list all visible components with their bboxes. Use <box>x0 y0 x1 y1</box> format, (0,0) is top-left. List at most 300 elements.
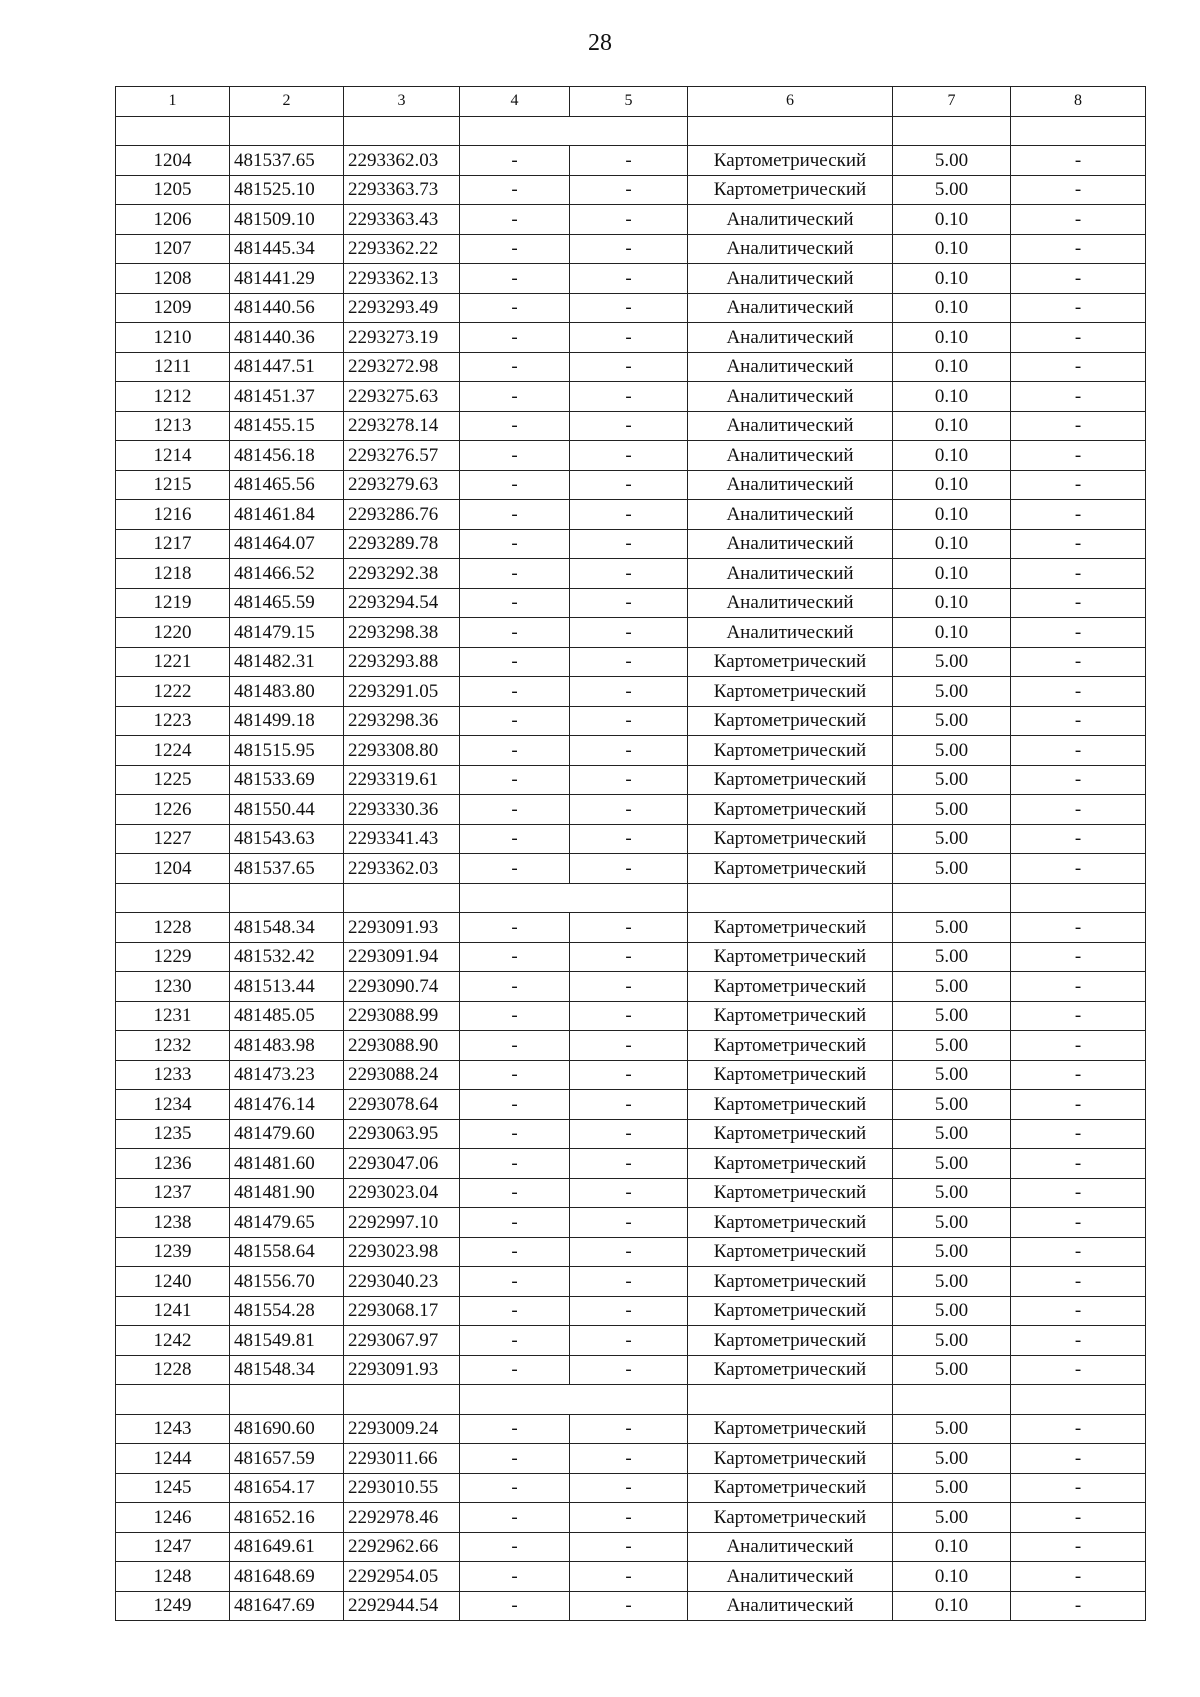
table-row <box>116 1031 1146 1061</box>
x-coordinate-cell: 481461.84 <box>230 500 344 530</box>
accuracy-cell: 0.10 <box>893 264 1011 294</box>
y-coordinate-cell: 2293308.80 <box>344 736 460 766</box>
y-coordinate-cell: 2293078.64 <box>344 1090 460 1120</box>
table-row <box>116 146 1146 176</box>
header-cell: 7 <box>893 87 1011 117</box>
col-4-cell: - <box>460 352 570 382</box>
header-cell: 8 <box>1011 87 1146 117</box>
col-4-cell: - <box>460 706 570 736</box>
table-row <box>116 677 1146 707</box>
col-4-cell: - <box>460 913 570 943</box>
col-5-cell: - <box>570 264 688 294</box>
y-coordinate-cell: 2293009.24 <box>344 1414 460 1444</box>
accuracy-cell: 5.00 <box>893 1296 1011 1326</box>
table-row <box>116 913 1146 943</box>
col-5-cell: - <box>570 1001 688 1031</box>
table-row <box>116 795 1146 825</box>
table-row <box>116 500 1146 530</box>
col-4-cell: - <box>460 1326 570 1356</box>
point-number-cell: 1212 <box>116 382 230 412</box>
col-4-cell: - <box>460 500 570 530</box>
col-4-cell: - <box>460 234 570 264</box>
x-coordinate-cell: 481447.51 <box>230 352 344 382</box>
x-coordinate-cell: 481533.69 <box>230 765 344 795</box>
col-4-cell: - <box>460 795 570 825</box>
table-row <box>116 942 1146 972</box>
header-cell: 2 <box>230 87 344 117</box>
col-8-cell: - <box>1011 1237 1146 1267</box>
col-5-cell: - <box>570 854 688 884</box>
method-cell: Аналитический <box>688 323 893 353</box>
x-coordinate-cell: 481483.98 <box>230 1031 344 1061</box>
accuracy-cell: 5.00 <box>893 765 1011 795</box>
accuracy-cell: 0.10 <box>893 500 1011 530</box>
point-number-cell: 1218 <box>116 559 230 589</box>
col-4-cell: - <box>460 175 570 205</box>
x-coordinate-cell: 481479.15 <box>230 618 344 648</box>
coordinates-table <box>115 86 1146 1621</box>
point-number-cell: 1248 <box>116 1562 230 1592</box>
col-8-cell: - <box>1011 1296 1146 1326</box>
col-8-cell: - <box>1011 1591 1146 1621</box>
col-4-cell: - <box>460 1532 570 1562</box>
x-coordinate-cell: 481649.61 <box>230 1532 344 1562</box>
col-4-cell: - <box>460 1296 570 1326</box>
x-coordinate-cell: 481654.17 <box>230 1473 344 1503</box>
y-coordinate-cell: 2293362.13 <box>344 264 460 294</box>
table-row <box>116 588 1146 618</box>
table-row <box>116 529 1146 559</box>
method-cell: Картометрический <box>688 1503 893 1533</box>
x-coordinate-cell: 481499.18 <box>230 706 344 736</box>
point-number-cell: 1209 <box>116 293 230 323</box>
accuracy-cell: 5.00 <box>893 854 1011 884</box>
y-coordinate-cell: 2292978.46 <box>344 1503 460 1533</box>
col-8-cell: - <box>1011 1001 1146 1031</box>
col-8-cell: - <box>1011 1503 1146 1533</box>
method-cell: Картометрический <box>688 1031 893 1061</box>
col-5-cell: - <box>570 1031 688 1061</box>
blank-cell <box>460 1385 688 1415</box>
point-number-cell: 1208 <box>116 264 230 294</box>
method-cell: Картометрический <box>688 1149 893 1179</box>
y-coordinate-cell: 2293363.73 <box>344 175 460 205</box>
col-5-cell: - <box>570 1296 688 1326</box>
col-5-cell: - <box>570 559 688 589</box>
blank-separator-row <box>116 883 1146 913</box>
y-coordinate-cell: 2293276.57 <box>344 441 460 471</box>
col-4-cell: - <box>460 1208 570 1238</box>
y-coordinate-cell: 2293023.98 <box>344 1237 460 1267</box>
col-8-cell: - <box>1011 824 1146 854</box>
y-coordinate-cell: 2293363.43 <box>344 205 460 235</box>
col-5-cell: - <box>570 1473 688 1503</box>
col-8-cell: - <box>1011 1355 1146 1385</box>
method-cell: Картометрический <box>688 1208 893 1238</box>
y-coordinate-cell: 2293091.93 <box>344 913 460 943</box>
accuracy-cell: 0.10 <box>893 352 1011 382</box>
table-row <box>116 1444 1146 1474</box>
method-cell: Картометрический <box>688 647 893 677</box>
table-row <box>116 618 1146 648</box>
col-8-cell: - <box>1011 175 1146 205</box>
col-5-cell: - <box>570 500 688 530</box>
x-coordinate-cell: 481464.07 <box>230 529 344 559</box>
point-number-cell: 1225 <box>116 765 230 795</box>
point-number-cell: 1236 <box>116 1149 230 1179</box>
method-cell: Картометрический <box>688 1296 893 1326</box>
col-4-cell: - <box>460 942 570 972</box>
table-row <box>116 736 1146 766</box>
table-row <box>116 175 1146 205</box>
point-number-cell: 1204 <box>116 146 230 176</box>
page-number: 28 <box>588 30 612 56</box>
table-row <box>116 323 1146 353</box>
x-coordinate-cell: 481465.59 <box>230 588 344 618</box>
col-4-cell: - <box>460 1444 570 1474</box>
col-8-cell: - <box>1011 470 1146 500</box>
x-coordinate-cell: 481481.60 <box>230 1149 344 1179</box>
table-row <box>116 293 1146 323</box>
col-8-cell: - <box>1011 795 1146 825</box>
point-number-cell: 1215 <box>116 470 230 500</box>
accuracy-cell: 5.00 <box>893 736 1011 766</box>
blank-cell <box>688 883 893 913</box>
col-4-cell: - <box>460 1237 570 1267</box>
table-row <box>116 1562 1146 1592</box>
x-coordinate-cell: 481652.16 <box>230 1503 344 1533</box>
col-4-cell: - <box>460 972 570 1002</box>
y-coordinate-cell: 2293023.04 <box>344 1178 460 1208</box>
y-coordinate-cell: 2292954.05 <box>344 1562 460 1592</box>
blank-separator-row <box>116 1385 1146 1415</box>
col-5-cell: - <box>570 382 688 412</box>
accuracy-cell: 5.00 <box>893 1090 1011 1120</box>
table-row <box>116 1532 1146 1562</box>
table-row <box>116 824 1146 854</box>
point-number-cell: 1216 <box>116 500 230 530</box>
col-4-cell: - <box>460 618 570 648</box>
point-number-cell: 1243 <box>116 1414 230 1444</box>
y-coordinate-cell: 2293275.63 <box>344 382 460 412</box>
col-8-cell: - <box>1011 1267 1146 1297</box>
col-5-cell: - <box>570 1060 688 1090</box>
blank-cell <box>230 1385 344 1415</box>
y-coordinate-cell: 2293298.36 <box>344 706 460 736</box>
col-8-cell: - <box>1011 529 1146 559</box>
accuracy-cell: 0.10 <box>893 618 1011 648</box>
method-cell: Картометрический <box>688 1444 893 1474</box>
point-number-cell: 1217 <box>116 529 230 559</box>
y-coordinate-cell: 2293088.90 <box>344 1031 460 1061</box>
method-cell: Аналитический <box>688 234 893 264</box>
col-4-cell: - <box>460 441 570 471</box>
point-number-cell: 1205 <box>116 175 230 205</box>
col-4-cell: - <box>460 1591 570 1621</box>
col-5-cell: - <box>570 736 688 766</box>
accuracy-cell: 0.10 <box>893 529 1011 559</box>
col-5-cell: - <box>570 1208 688 1238</box>
col-5-cell: - <box>570 765 688 795</box>
col-8-cell: - <box>1011 1414 1146 1444</box>
col-8-cell: - <box>1011 1444 1146 1474</box>
col-5-cell: - <box>570 942 688 972</box>
method-cell: Аналитический <box>688 441 893 471</box>
accuracy-cell: 5.00 <box>893 795 1011 825</box>
x-coordinate-cell: 481479.60 <box>230 1119 344 1149</box>
x-coordinate-cell: 481548.34 <box>230 913 344 943</box>
col-8-cell: - <box>1011 293 1146 323</box>
col-8-cell: - <box>1011 382 1146 412</box>
col-5-cell: - <box>570 441 688 471</box>
accuracy-cell: 5.00 <box>893 1267 1011 1297</box>
blank-cell <box>344 883 460 913</box>
x-coordinate-cell: 481556.70 <box>230 1267 344 1297</box>
col-8-cell: - <box>1011 1473 1146 1503</box>
blank-cell <box>1011 883 1146 913</box>
table-row <box>116 234 1146 264</box>
col-8-cell: - <box>1011 854 1146 884</box>
col-8-cell: - <box>1011 1031 1146 1061</box>
header-cell: 3 <box>344 87 460 117</box>
table-body <box>116 116 1146 1621</box>
col-8-cell: - <box>1011 1149 1146 1179</box>
point-number-cell: 1229 <box>116 942 230 972</box>
col-5-cell: - <box>570 1149 688 1179</box>
method-cell: Картометрический <box>688 736 893 766</box>
point-number-cell: 1240 <box>116 1267 230 1297</box>
y-coordinate-cell: 2293063.95 <box>344 1119 460 1149</box>
method-cell: Аналитический <box>688 559 893 589</box>
method-cell: Картометрический <box>688 1119 893 1149</box>
col-4-cell: - <box>460 1090 570 1120</box>
y-coordinate-cell: 2293293.88 <box>344 647 460 677</box>
col-4-cell: - <box>460 146 570 176</box>
accuracy-cell: 0.10 <box>893 411 1011 441</box>
col-4-cell: - <box>460 1031 570 1061</box>
accuracy-cell: 0.10 <box>893 441 1011 471</box>
table-row <box>116 1473 1146 1503</box>
x-coordinate-cell: 481509.10 <box>230 205 344 235</box>
x-coordinate-cell: 481690.60 <box>230 1414 344 1444</box>
col-4-cell: - <box>460 1178 570 1208</box>
col-5-cell: - <box>570 677 688 707</box>
accuracy-cell: 0.10 <box>893 382 1011 412</box>
point-number-cell: 1219 <box>116 588 230 618</box>
table-row <box>116 1090 1146 1120</box>
method-cell: Аналитический <box>688 618 893 648</box>
col-8-cell: - <box>1011 352 1146 382</box>
col-4-cell: - <box>460 323 570 353</box>
col-4-cell: - <box>460 411 570 441</box>
table-row <box>116 411 1146 441</box>
blank-cell <box>116 883 230 913</box>
col-8-cell: - <box>1011 677 1146 707</box>
blank-cell <box>230 883 344 913</box>
y-coordinate-cell: 2293292.38 <box>344 559 460 589</box>
accuracy-cell: 5.00 <box>893 942 1011 972</box>
y-coordinate-cell: 2292944.54 <box>344 1591 460 1621</box>
col-5-cell: - <box>570 913 688 943</box>
x-coordinate-cell: 481532.42 <box>230 942 344 972</box>
y-coordinate-cell: 2293088.24 <box>344 1060 460 1090</box>
method-cell: Картометрический <box>688 765 893 795</box>
x-coordinate-cell: 481473.23 <box>230 1060 344 1090</box>
col-5-cell: - <box>570 588 688 618</box>
col-8-cell: - <box>1011 441 1146 471</box>
col-5-cell: - <box>570 1444 688 1474</box>
blank-cell <box>116 1385 230 1415</box>
blank-separator-row <box>116 116 1146 146</box>
point-number-cell: 1221 <box>116 647 230 677</box>
method-cell: Картометрический <box>688 1473 893 1503</box>
col-4-cell: - <box>460 1473 570 1503</box>
table-row <box>116 470 1146 500</box>
col-4-cell: - <box>460 824 570 854</box>
col-5-cell: - <box>570 411 688 441</box>
header-cell: 4 <box>460 87 570 117</box>
col-4-cell: - <box>460 1267 570 1297</box>
col-4-cell: - <box>460 1355 570 1385</box>
accuracy-cell: 0.10 <box>893 234 1011 264</box>
table-row <box>116 1149 1146 1179</box>
x-coordinate-cell: 481456.18 <box>230 441 344 471</box>
accuracy-cell: 0.10 <box>893 1562 1011 1592</box>
col-8-cell: - <box>1011 942 1146 972</box>
x-coordinate-cell: 481451.37 <box>230 382 344 412</box>
y-coordinate-cell: 2293011.66 <box>344 1444 460 1474</box>
method-cell: Картометрический <box>688 1237 893 1267</box>
x-coordinate-cell: 481543.63 <box>230 824 344 854</box>
accuracy-cell: 5.00 <box>893 1001 1011 1031</box>
header-row <box>116 87 1146 117</box>
table-row <box>116 765 1146 795</box>
blank-cell <box>1011 116 1146 146</box>
y-coordinate-cell: 2293088.99 <box>344 1001 460 1031</box>
x-coordinate-cell: 481465.56 <box>230 470 344 500</box>
col-8-cell: - <box>1011 1562 1146 1592</box>
x-coordinate-cell: 481445.34 <box>230 234 344 264</box>
col-5-cell: - <box>570 1178 688 1208</box>
x-coordinate-cell: 481537.65 <box>230 146 344 176</box>
x-coordinate-cell: 481549.81 <box>230 1326 344 1356</box>
x-coordinate-cell: 481558.64 <box>230 1237 344 1267</box>
point-number-cell: 1246 <box>116 1503 230 1533</box>
table-row <box>116 647 1146 677</box>
y-coordinate-cell: 2293294.54 <box>344 588 460 618</box>
col-5-cell: - <box>570 706 688 736</box>
col-8-cell: - <box>1011 234 1146 264</box>
point-number-cell: 1231 <box>116 1001 230 1031</box>
col-8-cell: - <box>1011 913 1146 943</box>
x-coordinate-cell: 481515.95 <box>230 736 344 766</box>
accuracy-cell: 5.00 <box>893 913 1011 943</box>
method-cell: Картометрический <box>688 795 893 825</box>
method-cell: Аналитический <box>688 411 893 441</box>
accuracy-cell: 5.00 <box>893 175 1011 205</box>
x-coordinate-cell: 481455.15 <box>230 411 344 441</box>
x-coordinate-cell: 481441.29 <box>230 264 344 294</box>
method-cell: Аналитический <box>688 293 893 323</box>
method-cell: Аналитический <box>688 1532 893 1562</box>
col-8-cell: - <box>1011 972 1146 1002</box>
col-4-cell: - <box>460 470 570 500</box>
y-coordinate-cell: 2293091.93 <box>344 1355 460 1385</box>
col-4-cell: - <box>460 382 570 412</box>
point-number-cell: 1213 <box>116 411 230 441</box>
col-5-cell: - <box>570 647 688 677</box>
col-4-cell: - <box>460 529 570 559</box>
blank-cell <box>460 883 688 913</box>
col-5-cell: - <box>570 1355 688 1385</box>
accuracy-cell: 5.00 <box>893 1237 1011 1267</box>
col-8-cell: - <box>1011 1326 1146 1356</box>
y-coordinate-cell: 2293273.19 <box>344 323 460 353</box>
y-coordinate-cell: 2293330.36 <box>344 795 460 825</box>
method-cell: Картометрический <box>688 146 893 176</box>
blank-cell <box>344 116 460 146</box>
accuracy-cell: 5.00 <box>893 1178 1011 1208</box>
x-coordinate-cell: 481513.44 <box>230 972 344 1002</box>
col-5-cell: - <box>570 1090 688 1120</box>
blank-cell <box>688 1385 893 1415</box>
col-8-cell: - <box>1011 1178 1146 1208</box>
col-5-cell: - <box>570 470 688 500</box>
col-8-cell: - <box>1011 411 1146 441</box>
col-5-cell: - <box>570 146 688 176</box>
col-8-cell: - <box>1011 146 1146 176</box>
accuracy-cell: 5.00 <box>893 647 1011 677</box>
point-number-cell: 1235 <box>116 1119 230 1149</box>
col-8-cell: - <box>1011 1060 1146 1090</box>
method-cell: Картометрический <box>688 913 893 943</box>
y-coordinate-cell: 2293362.03 <box>344 146 460 176</box>
point-number-cell: 1241 <box>116 1296 230 1326</box>
accuracy-cell: 5.00 <box>893 146 1011 176</box>
col-4-cell: - <box>460 1562 570 1592</box>
method-cell: Аналитический <box>688 588 893 618</box>
point-number-cell: 1226 <box>116 795 230 825</box>
accuracy-cell: 0.10 <box>893 293 1011 323</box>
x-coordinate-cell: 481550.44 <box>230 795 344 825</box>
x-coordinate-cell: 481554.28 <box>230 1296 344 1326</box>
table-row <box>116 382 1146 412</box>
point-number-cell: 1211 <box>116 352 230 382</box>
col-4-cell: - <box>460 588 570 618</box>
y-coordinate-cell: 2293298.38 <box>344 618 460 648</box>
col-5-cell: - <box>570 352 688 382</box>
x-coordinate-cell: 481479.65 <box>230 1208 344 1238</box>
col-5-cell: - <box>570 795 688 825</box>
col-5-cell: - <box>570 234 688 264</box>
method-cell: Картометрический <box>688 1001 893 1031</box>
table-row <box>116 1296 1146 1326</box>
col-5-cell: - <box>570 1562 688 1592</box>
table-row <box>116 1001 1146 1031</box>
col-4-cell: - <box>460 264 570 294</box>
col-4-cell: - <box>460 1503 570 1533</box>
y-coordinate-cell: 2293279.63 <box>344 470 460 500</box>
col-4-cell: - <box>460 293 570 323</box>
col-8-cell: - <box>1011 1532 1146 1562</box>
y-coordinate-cell: 2293293.49 <box>344 293 460 323</box>
table-row <box>116 1119 1146 1149</box>
table-row <box>116 1237 1146 1267</box>
col-4-cell: - <box>460 1414 570 1444</box>
table-row <box>116 1414 1146 1444</box>
accuracy-cell: 0.10 <box>893 559 1011 589</box>
y-coordinate-cell: 2293068.17 <box>344 1296 460 1326</box>
